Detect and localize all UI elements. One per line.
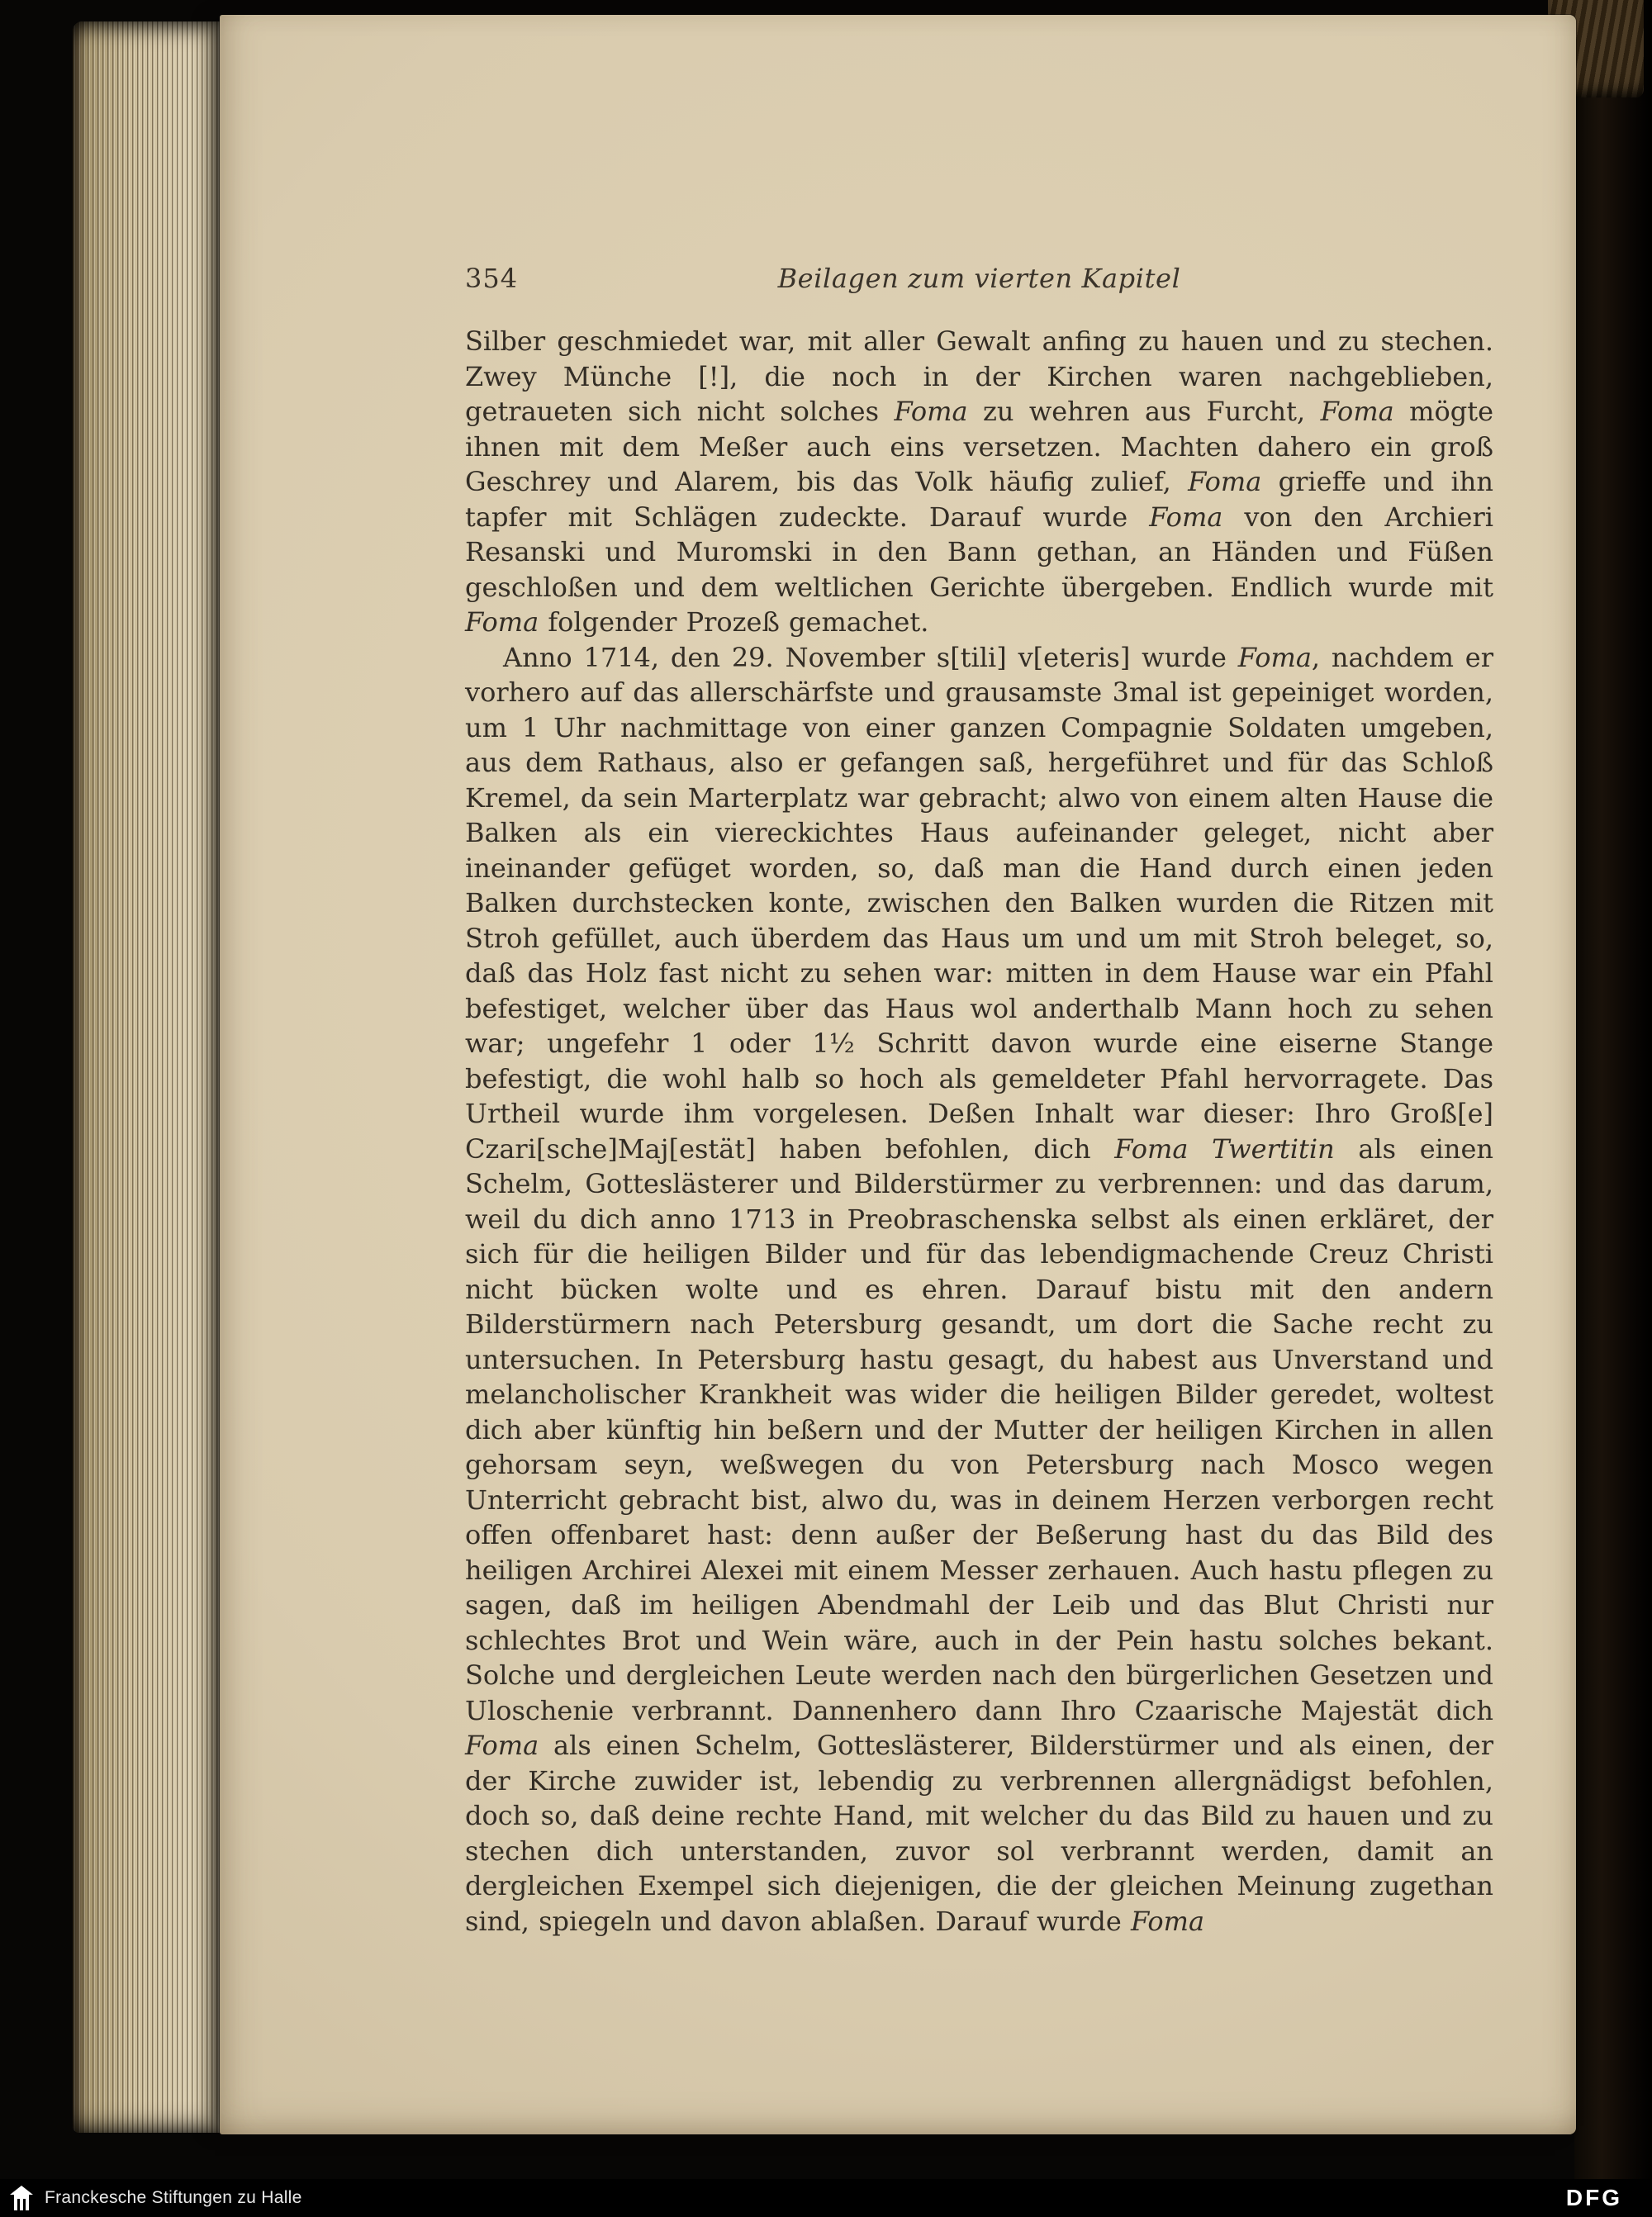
emphasized-text: Foma xyxy=(1320,396,1394,427)
emphasized-text: Foma xyxy=(465,1730,539,1761)
emphasized-text: Foma xyxy=(1149,501,1223,533)
page-header xyxy=(465,263,1493,301)
page-number: 354 xyxy=(465,263,519,294)
dfg-logo: DFG xyxy=(1565,2185,1622,2210)
paragraph xyxy=(465,640,1493,1939)
emphasized-text: Foma Twertitin xyxy=(1114,1132,1335,1165)
viewer-footer xyxy=(0,2179,1652,2217)
emphasized-text: Foma xyxy=(1237,641,1312,673)
body-text: grieffe und ihn tapfer mit Schlägen zudeckte. Darauf wurde xyxy=(465,466,1494,533)
text-block xyxy=(465,324,1493,1939)
paragraph xyxy=(465,324,1493,640)
running-header: Beilagen zum vierten Kapitel xyxy=(777,263,1181,294)
body-text: Anno 1714, den 29. November s[tili] v[eteris] wurde xyxy=(503,641,1238,673)
page-edge-stack xyxy=(73,21,220,2133)
emphasized-text: Foma xyxy=(894,396,968,427)
body-text: Silber geschmiedet war, mit aller Gewalt anfing zu hauen und zu stechen. Zwey Münche [!], die noch in der Kirchen waren nachgeblieben, getraueten sich nicht solches xyxy=(465,325,1493,427)
emphasized-text: Foma xyxy=(1130,1905,1205,1937)
body-text: zu wehren aus Furcht, xyxy=(967,396,1321,427)
body-text: als einen Schelm, Gotteslästerer, Bilderstürmer und als einen, der der Kirche zuwider ist, lebendig zu verbrennen allergnädigst befohlen, doch so, daß deine rechte Hand, mit welcher du das Bild zu hauen und zu stechen dich unterstanden, zuvor sol verbrannt werden, damit an dergleichen Exempel sich diejenigen, die der gleichen Meinung zugethan sind, spiegeln und davon ablaßen. Darauf wurde xyxy=(465,1730,1493,1937)
book-page xyxy=(220,15,1576,2134)
body-text: folgender Prozeß gemachet. xyxy=(539,606,929,638)
body-text: mögte ihnen mit dem Meßer auch eins versetzen. Machten dahero ein groß Geschrey und Alarem, bis das Volk häufig zulief, xyxy=(465,396,1494,497)
book-cover-edge xyxy=(1574,0,1652,2217)
body-text: von den Archieri Resanski und Muromski in den Bann gethan, an Händen und Füßen geschloßen und dem weltlichen Gerichte übergeben. Endlich wurde mit xyxy=(465,501,1494,603)
francke-foundations-logo-icon xyxy=(8,2184,35,2212)
emphasized-text: Foma xyxy=(465,606,539,638)
footer-institution-label: Franckesche Stiftungen zu Halle xyxy=(45,2188,302,2207)
body-text: , nachdem er vorhero auf das allerschärfste und grausamste 3mal ist gepeiniget worden, um 1 Uhr nachmittage von einer ganzen Compagnie Soldaten umgeben, aus dem Rathaus, also er gefangen saß, hergeführet und für das Schloß Kremel, da sein Marterplatz war gebracht; alwo von einem alten Hause die Balken als ein viereckichtes Haus aufeinander geleget, nicht aber ineinander gefüget worden, so, daß man die Hand durch einen jeden Balken durchstecken konte, zwischen den Balken wurden die Ritzen mit Stroh gefüllet, auch überdem das Haus um und um mit Stroh beleget, so, daß das Holz fast nicht zu sehen war: mitten in dem Hause war ein Pfahl befestiget, welcher über das Haus wol anderthalb Mann hoch zu sehen war; ungefehr 1 oder 1½ Schritt davon wurde eine eiserne Stange befestigt, die wohl halb so hoch als gemeldeter Pfahl hervorragete. Das Urtheil wurde ihm vorgelesen. Deßen Inhalt war dieser: Ihro Groß[e] Czari[sche]Maj[estät] haben befohlen, dich xyxy=(465,641,1493,1165)
body-text: als einen Schelm, Gotteslästerer und Bilderstürmer zu verbrennen: und das darum, weil du dich anno 1713 in Preobraschenska selbst als einen erkläret, der sich für die heiligen Bilder und für das lebendigmachende Creuz Christi nicht bücken wolte und es ehren. Darauf bistu mit den andern Bilderstürmern nach Petersburg gesandt, um dort die Sache recht zu untersuchen. In Petersburg hastu gesagt, du habest aus Unverstand und melancholischer Krankheit was wider die heiligen Bilder geredet, woltest dich aber künftig hin beßern und der Mutter der heiligen Kirchen in allen gehorsam seyn, weßwegen du von Petersburg nach Mosco wegen Unterricht gebracht bist, alwo du, was in deinem Herzen verborgen recht offen offenbaret hast: denn außer der Beßerung hast du das Bild des heiligen Archirei Alexei mit einem Messer zerhauen. Auch hastu pflegen zu sagen, daß im heiligen Abendmahl der Leib und das Blut Christi nur schlechtes Brot und Wein wäre, auch in der Pein hastu solches bekant. Solche und dergleichen Leute werden nach den bürgerlichen Gesetzen und Uloschenie verbrannt. Dannenhero dann Ihro Czaarische Majestät dich xyxy=(465,1132,1494,1726)
emphasized-text: Foma xyxy=(1188,466,1262,497)
